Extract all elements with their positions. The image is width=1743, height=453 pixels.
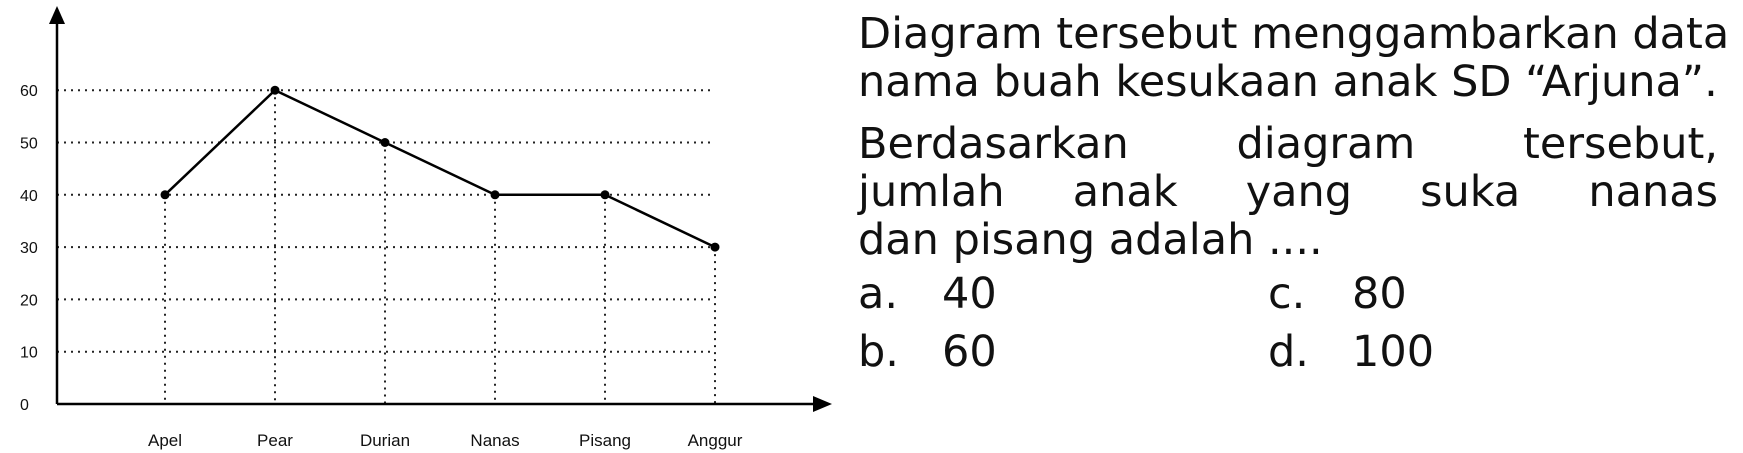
option-d-text: 100 <box>1352 327 1435 377</box>
y-tick-label-20: 20 <box>20 292 38 310</box>
x-tick-label-durian: Durian <box>359 431 411 450</box>
x-tick-label-apel: Apel <box>147 431 183 450</box>
x-tick-label-nanas: Nanas <box>470 431 520 450</box>
x-axis-arrow <box>813 396 832 412</box>
y-tick-label-0: 0 <box>20 397 29 414</box>
option-a[interactable] <box>858 270 997 318</box>
option-b[interactable] <box>858 328 997 376</box>
y-tick-label-30: 30 <box>20 240 38 258</box>
axes <box>49 6 832 412</box>
option-a-letter: a. <box>858 269 899 319</box>
y-tick-label-50: 50 <box>20 135 38 153</box>
data-point-nanas <box>491 190 500 199</box>
option-d[interactable] <box>1268 328 1434 376</box>
option-b-text: 60 <box>942 327 997 377</box>
data-line <box>161 86 720 252</box>
data-point-apel <box>161 190 170 199</box>
y-tick-label-40: 40 <box>20 187 38 205</box>
line-chart <box>0 0 850 453</box>
x-tick-labels <box>148 431 743 450</box>
option-c-text: 80 <box>1352 269 1407 319</box>
answer-options <box>858 270 1738 390</box>
option-c-letter: c. <box>1268 269 1306 319</box>
data-point-pisang <box>601 190 610 199</box>
series-line <box>165 90 715 247</box>
y-axis-arrow <box>49 6 65 24</box>
y-tick-label-60: 60 <box>20 83 38 101</box>
question-line-2: nama buah kesukaan anak SD “Arjuna”. <box>858 57 1718 107</box>
x-tick-label-pisang: Pisang <box>579 431 631 450</box>
x-tick-label-anggur: Anggur <box>687 431 743 450</box>
question-line-4: jumlah anak yang suka nanas <box>858 167 1718 217</box>
grid-lines <box>57 90 715 404</box>
y-tick-label-10: 10 <box>20 344 38 362</box>
question-line-3: Berdasarkan diagram tersebut, <box>858 119 1718 169</box>
y-tick-labels <box>20 83 38 414</box>
data-point-durian <box>381 138 390 147</box>
option-b-letter: b. <box>858 327 899 377</box>
question-line-5: dan pisang adalah .... <box>858 215 1323 265</box>
data-point-anggur <box>711 243 720 252</box>
question-line-1: Diagram tersebut menggambarkan data <box>858 9 1730 59</box>
data-point-pear <box>271 86 280 95</box>
option-d-letter: d. <box>1268 327 1309 377</box>
option-c[interactable] <box>1268 270 1407 318</box>
option-a-text: 40 <box>942 269 997 319</box>
question-block <box>858 10 1738 390</box>
x-tick-label-pear: Pear <box>257 431 293 450</box>
